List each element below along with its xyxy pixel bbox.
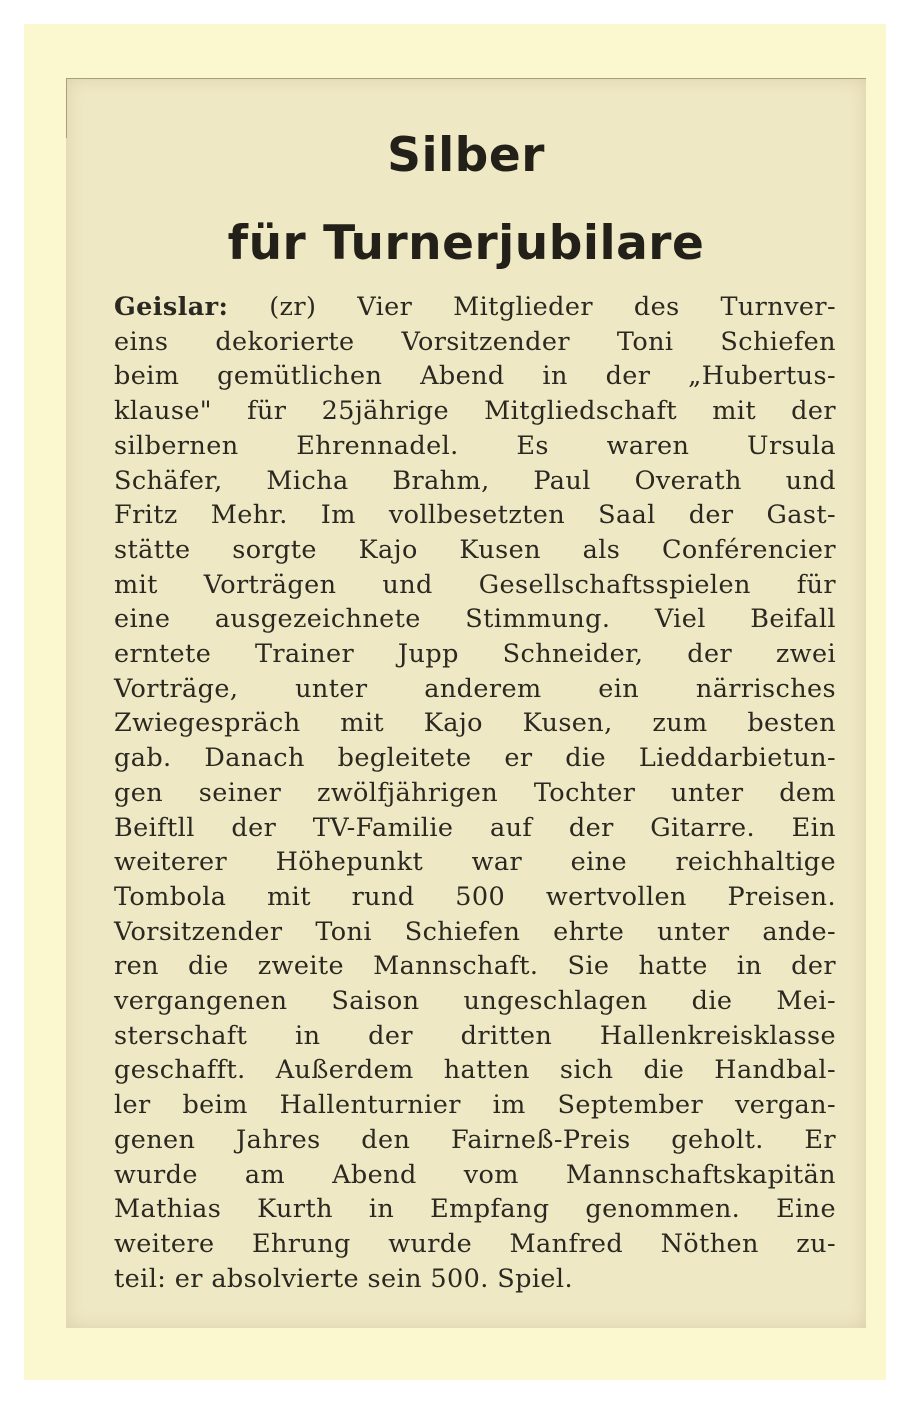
article-line: Mathias Kurth in Empfang genommen. Eine: [114, 1194, 836, 1225]
article-line: eine ausgezeichnete Stimmung. Viel Beifall: [114, 604, 836, 635]
article-line: ler beim Hallenturnier im September vergan-: [114, 1090, 836, 1121]
dateline: Geislar:: [114, 292, 229, 322]
article-line: mit Vorträgen und Gesellschaftsspielen für: [114, 569, 836, 600]
article-line: erntete Trainer Jupp Schneider, der zwei: [114, 639, 836, 670]
clipping-top-edge: [66, 78, 866, 79]
headline: [66, 112, 866, 288]
headline-line-2: für Turnerjubilare: [227, 216, 705, 271]
article-line: Beiftll der TV-Familie auf der Gitarre. Ein: [114, 812, 836, 843]
headline-line-1: Silber: [387, 128, 545, 183]
article-line: klause" für 25jährige Mitgliedschaft mit der: [114, 396, 836, 427]
article-line: Vorsitzender Toni Schiefen ehrte unter ande-: [114, 916, 836, 947]
article-line: Fritz Mehr. Im vollbesetzten Saal der Gast-: [114, 500, 836, 531]
article-body: [114, 290, 836, 1296]
article-line: weiterer Höhepunkt war eine reichhaltige: [114, 847, 836, 878]
article-line: Schäfer, Micha Brahm, Paul Overath und: [114, 465, 836, 496]
article-line: sterschaft in der dritten Hallenkreisklasse: [114, 1020, 836, 1051]
article-line-text: (zr) Vier Mitglieder des Turnver-: [228, 292, 836, 322]
article-line: wurde am Abend vom Mannschaftskapitän: [114, 1159, 836, 1190]
article-line: genen Jahres den Fairneß-Preis geholt. Er: [114, 1124, 836, 1155]
article-line: gab. Danach begleitete er die Lieddarbietun-: [114, 743, 836, 774]
article-line: Vorträge, unter anderem ein närrisches: [114, 673, 836, 704]
article-line: Tombola mit rund 500 wertvollen Preisen.: [114, 881, 836, 912]
article-line: teil: er absolvierte sein 500. Spiel.: [114, 1263, 573, 1294]
article-line: vergangenen Saison ungeschlagen die Mei-: [114, 986, 836, 1017]
article-line: geschafft. Außerdem hatten sich die Handbal-: [114, 1055, 836, 1086]
article-line: ren die zweite Mannschaft. Sie hatte in der: [114, 951, 836, 982]
article-line: gen seiner zwölfjährigen Tochter unter dem: [114, 777, 836, 808]
article-line: [114, 290, 836, 325]
article-line: beim gemütlichen Abend in der „Hubertus-: [114, 361, 836, 392]
article-line: silbernen Ehrennadel. Es waren Ursula: [114, 430, 836, 461]
article-line: stätte sorgte Kajo Kusen als Conférencier: [114, 534, 836, 565]
article-line: weitere Ehrung wurde Manfred Nöthen zu-: [114, 1228, 836, 1259]
article-line: eins dekorierte Vorsitzender Toni Schiefen: [114, 326, 836, 357]
article-line: Zwiegespräch mit Kajo Kusen, zum besten: [114, 708, 836, 739]
